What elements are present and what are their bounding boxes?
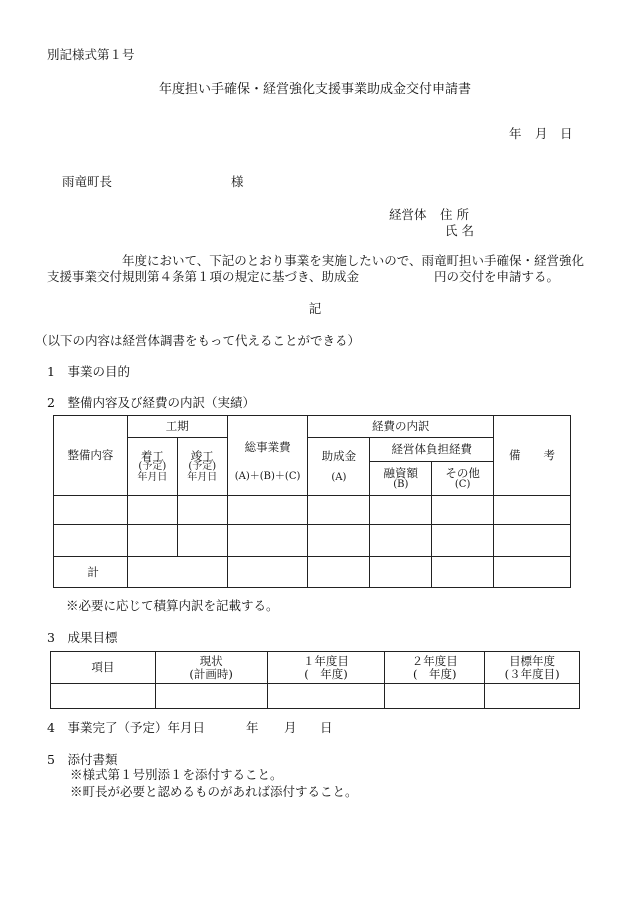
current-sub: (計画時) [189, 666, 233, 681]
cell[interactable] [127, 557, 227, 588]
cell[interactable] [485, 684, 580, 709]
form-number: 別記様式第１号 [47, 47, 135, 62]
other-mark: (C) [454, 478, 471, 490]
header-target-year [485, 652, 580, 684]
total-row-label: 計 [54, 557, 128, 588]
cell[interactable] [494, 496, 571, 525]
header-period: 工期 [127, 416, 227, 438]
header-item: 整備内容 [54, 416, 128, 496]
application-body-text: 年度において、下記のとおり事業を実施したいので、雨竜町担い手確保・経営強化支援事業交付規則第４条第１項の規定に基づき、助成金 円の交付を申請する。 [47, 253, 585, 284]
cell[interactable] [54, 525, 128, 557]
start-ymd: 年月日 [137, 471, 168, 483]
cell[interactable] [51, 684, 156, 709]
date-month-label: 月 [535, 126, 548, 141]
current-label: 現状 [199, 653, 223, 668]
end-sub: (予定) [188, 461, 217, 473]
goals-table [50, 651, 580, 709]
completion-day-label: 日 [320, 720, 333, 735]
cell[interactable] [370, 496, 432, 525]
header-breakdown: 経費の内訳 [308, 416, 494, 438]
header-loan [370, 462, 432, 496]
honorific: 様 [231, 174, 244, 189]
cell[interactable] [432, 557, 494, 588]
other-label: その他 [445, 465, 480, 480]
end-ymd: 年月日 [187, 471, 218, 483]
header-remarks: 備 考 [494, 416, 571, 496]
section-2-heading: 2 整備内容及び経費の内訳（実績） [47, 395, 255, 410]
start-sub: (予定) [138, 461, 167, 473]
start-label: 着工 [140, 448, 164, 463]
section-4-heading: 4 事業完了（予定）年月日 [47, 720, 205, 735]
cell[interactable] [385, 684, 485, 709]
year2-sub: ( 年度) [412, 666, 457, 681]
attachment-note-1: ※様式第１号別添１を添付すること。 [70, 767, 283, 782]
header-burden: 経営体負担経費 [370, 438, 494, 462]
subsidy-mark: (A) [331, 471, 347, 483]
section-3-heading: 3 成果目標 [47, 630, 118, 645]
header-total-cost [227, 416, 308, 496]
date-day-label: 日 [560, 126, 573, 141]
completion-month-label: 月 [284, 720, 297, 735]
header-goal-item: 項目 [51, 652, 156, 684]
cell[interactable] [177, 525, 227, 557]
year1-sub: ( 年度) [304, 666, 348, 681]
header-other [432, 462, 494, 496]
cell[interactable] [494, 525, 571, 557]
total-row [54, 557, 571, 588]
header-current [155, 652, 267, 684]
cell[interactable] [308, 496, 370, 525]
cell[interactable] [432, 525, 494, 557]
cell[interactable] [127, 525, 177, 557]
year1-label: １年度目 [302, 653, 349, 668]
addressee: 雨竜町長 [62, 174, 113, 189]
header-end [177, 438, 227, 496]
substitute-note: （以下の内容は経営体調書をもって代えることができる） [35, 333, 361, 348]
cell[interactable] [308, 557, 370, 588]
total-cost-label: 総事業費 [244, 439, 291, 454]
loan-mark: (B) [393, 478, 409, 490]
calculation-note: ※必要に応じて積算内訳を記載する。 [66, 598, 279, 613]
applicant-org-label: 経営体 [389, 207, 427, 222]
loan-label: 融資額 [383, 465, 419, 480]
ki-heading: 記 [308, 301, 322, 316]
table-row [54, 525, 571, 557]
cell[interactable] [227, 525, 308, 557]
header-start [127, 438, 177, 496]
applicant-address-label: 住 所 [440, 207, 469, 222]
document-title: 年度担い手確保・経営強化支援事業助成金交付申請書 [158, 82, 471, 97]
subsidy-label: 助成金 [321, 448, 357, 463]
cell[interactable] [127, 496, 177, 525]
date-year-label: 年 [509, 126, 522, 141]
target-label: 目標年度 [509, 653, 556, 668]
header-year1 [267, 652, 385, 684]
section-5-heading: 5 添付書類 [47, 752, 118, 767]
header-subsidy [308, 438, 370, 496]
end-label: 竣工 [190, 448, 214, 463]
table-row [54, 496, 571, 525]
table-row [51, 684, 580, 709]
attachment-note-2: ※町長が必要と認めるものがあれば添付すること。 [70, 784, 358, 799]
applicant-name-label: 氏 名 [445, 223, 474, 238]
section-1-heading: 1 事業の目的 [47, 364, 130, 379]
cell[interactable] [308, 525, 370, 557]
cell[interactable] [227, 496, 308, 525]
cell[interactable] [267, 684, 385, 709]
cell[interactable] [494, 557, 571, 588]
cell[interactable] [432, 496, 494, 525]
cell[interactable] [155, 684, 267, 709]
completion-year-label: 年 [246, 720, 259, 735]
year2-label: ２年度目 [411, 653, 458, 668]
target-sub: (３年度目) [504, 666, 560, 681]
cell[interactable] [177, 496, 227, 525]
cell[interactable] [370, 525, 432, 557]
cell[interactable] [227, 557, 308, 588]
total-cost-formula: (A)＋(B)＋(C) [234, 470, 301, 482]
expense-breakdown-table [53, 415, 571, 588]
cell[interactable] [370, 557, 432, 588]
header-year2 [385, 652, 485, 684]
cell[interactable] [54, 496, 128, 525]
